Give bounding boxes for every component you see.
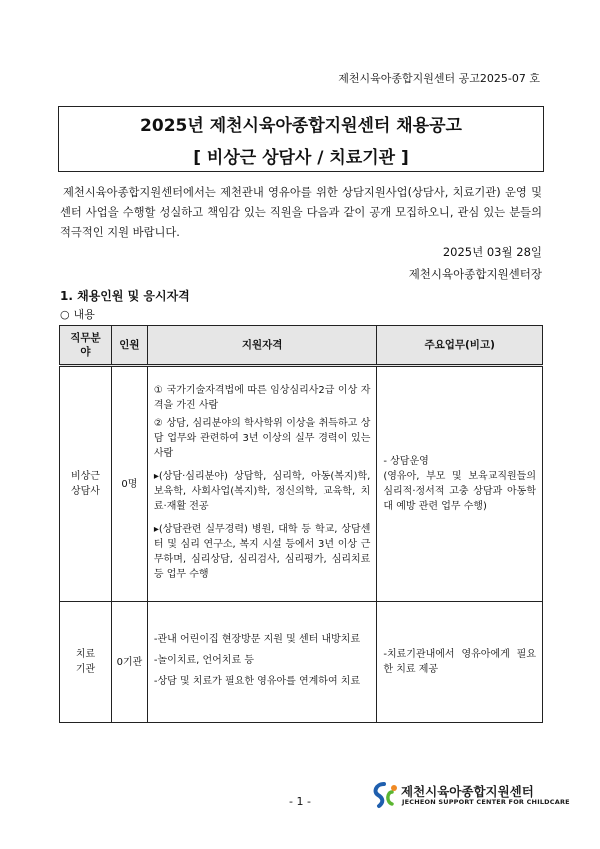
cell-duties [377, 366, 543, 602]
header-qualification: 지원자격 [147, 326, 376, 366]
recruitment-table [59, 325, 543, 723]
subheading-label: 내용 [73, 308, 95, 321]
cell-qualification [147, 602, 376, 723]
qualification-item: -관내 어린이집 현장방문 지원 및 센터 내방치료 [153, 634, 361, 645]
qualification-item: ② 상담, 심리분야의 학사학위 이상을 취득하고 상담 업무와 관련하여 3년 이상의 실무 경력이 있는 사람 [153, 418, 371, 459]
duty-item: -치료기관내에서 영유아에게 필요한 치료 제공 [383, 649, 536, 675]
page-number: - 1 - [289, 795, 311, 808]
duty-item: - 상담운영 [383, 456, 429, 467]
document-number: 제천시육아종합지원센터 공고2025-07 호 [338, 72, 540, 85]
logo-name: 제천시육아종합지원센터 [401, 784, 534, 799]
qualification-item: ▸(상담·심리분야) 상담학, 심리학, 아동(복지)학, 보육학, 사회사업(복지)학, 정신의학, 교육학, 치료·재활 전공 [153, 471, 371, 512]
cell-category: 비상근 상담사 [60, 366, 112, 602]
cell-count: 0기관 [111, 602, 147, 723]
table-header-row [60, 326, 543, 366]
cell-qualification [147, 366, 376, 602]
announcement-date: 2025년 03월 28일 [442, 245, 542, 259]
qualification-item: -상담 및 치료가 필요한 영유아를 연계하여 치료 [153, 676, 361, 687]
qualification-item: -놀이치료, 언어치료 등 [153, 655, 254, 666]
center-logo-icon [370, 780, 400, 810]
header-count: 인원 [111, 326, 147, 366]
header-category: 직무분야 [60, 326, 112, 366]
cell-count: 0명 [111, 366, 147, 602]
cell-category: 치료기관 [60, 602, 112, 723]
header-duties: 주요업무(비고) [377, 326, 543, 366]
cell-duties [377, 602, 543, 723]
intro-paragraph: 제천시육아종합지원센터에서는 제천관내 영유아를 위한 상담지원사업(상담사, 치료기관) 운영 및 센터 사업을 수행할 성실하고 책임감 있는 직원을 다음과 같이 공개 모집하오니, 관심 있는 분들의 적극적인 지원 바랍니다. [60, 186, 542, 239]
page-title: 2025년 제천시육아종합지원센터 채용공고 [140, 116, 462, 136]
issuer-name: 제천시육아종합지원센터장 [408, 267, 542, 281]
qualification-item: ① 국가기술자격법에 따른 임상심리사2급 이상 자격을 가진 사람 [153, 385, 371, 411]
page-subtitle: [ 비상근 상담사 / 치료기관 ] [193, 148, 409, 168]
section-subheading [60, 306, 95, 322]
section-heading: 1. 채용인원 및 응시자격 [60, 289, 190, 303]
table-row [60, 602, 543, 723]
table-row [60, 366, 543, 602]
circle-bullet-icon: ○ [60, 308, 70, 321]
logo-english: JECHEON SUPPORT CENTER FOR CHILDCARE [402, 798, 570, 806]
qualification-item: ▸(상담관련 실무경력) 병원, 대학 등 학교, 상담센터 및 심리 연구소, 복지 시설 등에서 3년 이상 근무하며, 심리상담, 심리검사, 심리평가, 심리치료 등 업무 수행 [153, 524, 371, 580]
duty-item: (영유아, 부모 및 보육교직원들의 심리적·정서적 고충 상담과 아동학대 예방 관련 업무 수행) [383, 471, 536, 512]
